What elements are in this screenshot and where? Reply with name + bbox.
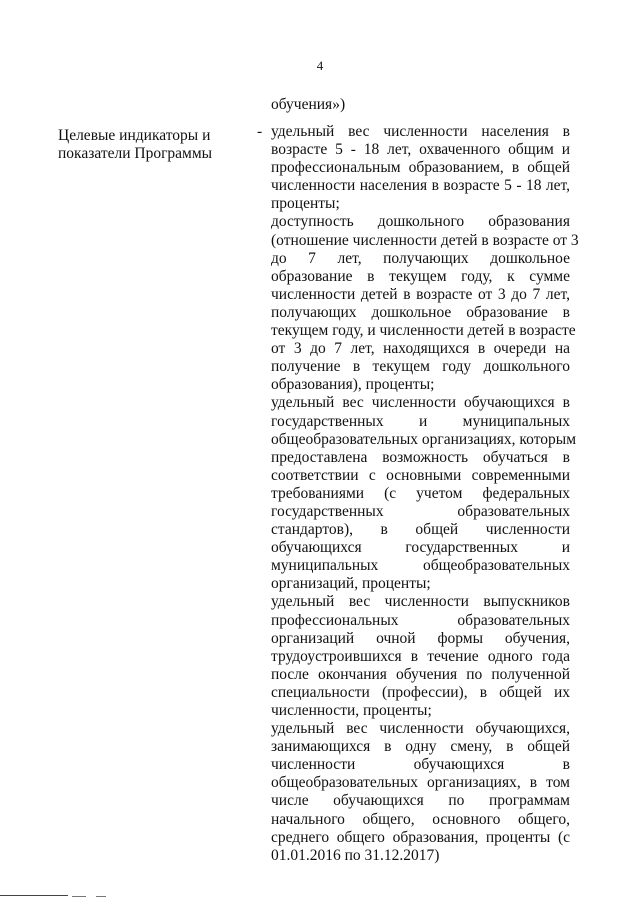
text-line: среднего общего образования, проценты (с — [271, 828, 570, 846]
text-line: числе обучающихся по программам — [271, 792, 570, 810]
text-line: 01.01.2016 по 31.12.2017) — [271, 846, 440, 864]
text-line: организаций очной формы обучения, — [271, 629, 570, 647]
text-line: предоставлена возможность обучаться в — [271, 448, 570, 466]
text-line: профессиональных образовательных — [271, 611, 570, 629]
row-label-line: показатели Программы — [58, 145, 213, 162]
indicator-modern-requirements — [271, 394, 577, 593]
page-number: 4 — [316, 58, 324, 73]
text-line: специальности (профессии), в общей их — [271, 683, 570, 701]
text-line: численности обучающихся в — [271, 756, 570, 774]
text-line: муниципальных общеобразовательных — [271, 557, 570, 575]
text-line: общеобразовательных организациях, в том — [271, 774, 570, 792]
text-line: текущем году, и численности детей в возрасте — [271, 322, 576, 340]
text-line: численности, проценты; — [271, 702, 432, 719]
carry-over-text: обучения») — [271, 96, 346, 113]
text-line: удельный вес численности выпускников — [271, 593, 570, 611]
indicators-list — [271, 123, 579, 865]
text-line: государственных и муниципальных — [271, 412, 570, 430]
text-line: до 7 лет, получающих дошкольное — [271, 249, 570, 267]
indicator-single-shift — [271, 720, 570, 865]
text-line: образования), проценты; — [271, 376, 435, 394]
text-line: общеобразовательных организациях, которым — [271, 430, 577, 448]
footer-rule — [0, 895, 68, 896]
text-line: трудоустроившихся в течение одного года — [271, 647, 570, 665]
text-line: удельный вес численности населения в — [271, 123, 570, 140]
text-line: (отношение численности детей в возрасте от 3 — [271, 231, 579, 249]
text-line: возрасте 5 - 18 лет, охваченного общим и — [271, 141, 570, 159]
text-line: государственных образовательных — [271, 502, 570, 520]
text-line: удельный вес численности обучающихся, — [271, 720, 570, 738]
text-line: численности населения в возрасте 5 - 18 лет, — [271, 177, 570, 195]
text-line: получение в текущем году дошкольного — [271, 358, 570, 376]
indicator-graduate-employment — [271, 593, 570, 720]
text-line: требованиями (с учетом федеральных — [271, 484, 570, 502]
text-line: получающих дошкольное образование в — [271, 303, 570, 321]
text-line: образование в текущем году, к сумме — [271, 267, 570, 285]
text-line: обучающихся государственных и — [271, 539, 570, 557]
text-line: доступность дошкольного образования — [271, 213, 570, 231]
text-line: от 3 до 7 лет, находящихся в очереди на — [271, 340, 570, 358]
indicator-population-coverage — [271, 123, 570, 213]
footer-mark — [96, 896, 106, 897]
text-line: профессиональным образованием, в общей — [271, 159, 570, 177]
text-line: проценты; — [271, 195, 340, 213]
list-dash: - — [257, 123, 263, 140]
text-line: организаций, проценты; — [271, 575, 431, 593]
row-label — [58, 127, 258, 163]
text-line: начального общего, основного общего, — [271, 810, 570, 828]
text-line: численности детей в возрасте от 3 до 7 лет, — [271, 285, 570, 303]
indicator-preschool-access — [271, 213, 579, 394]
footer-mark — [72, 896, 86, 897]
text-line: удельный вес численности обучающихся в — [271, 394, 570, 412]
text-line: после окончания обучения по полученной — [271, 665, 570, 683]
row-label-line: Целевые индикаторы и — [58, 127, 211, 144]
text-line: занимающихся в одну смену, в общей — [271, 738, 570, 756]
text-line: соответствии с основными современными — [271, 466, 570, 484]
text-line: стандартов), в общей численности — [271, 521, 570, 539]
